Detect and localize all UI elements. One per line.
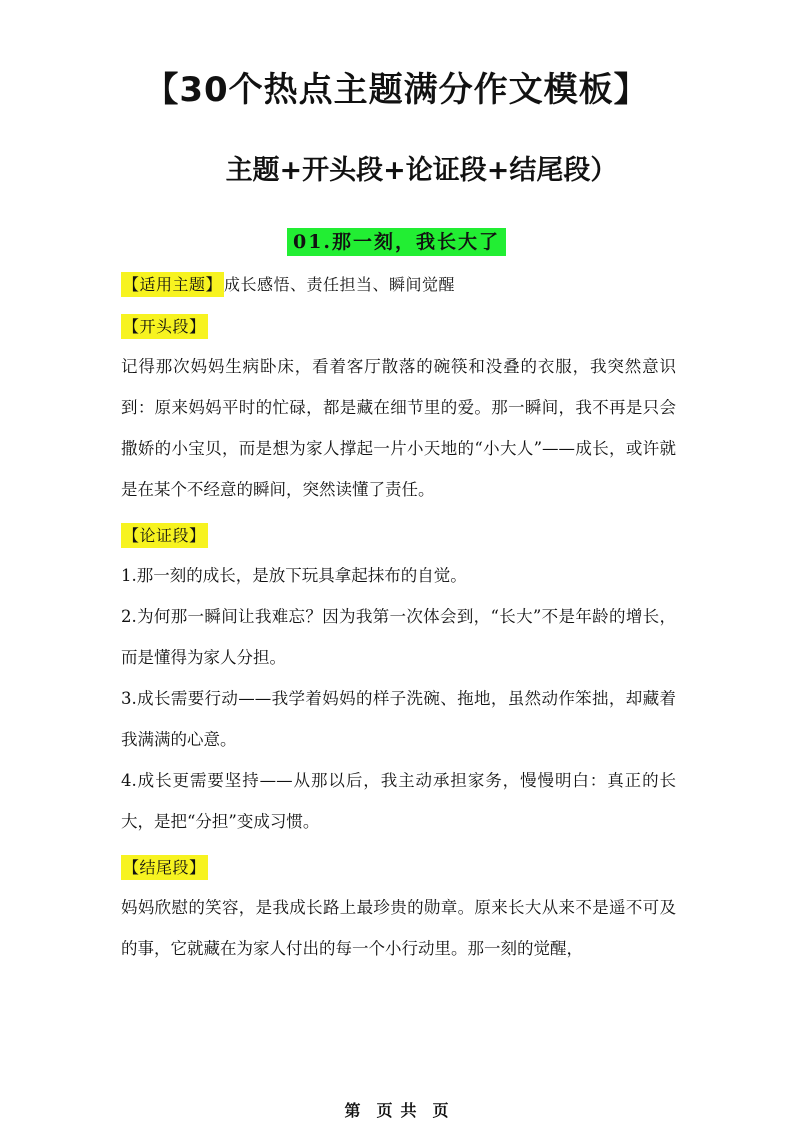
argument-points bbox=[121, 555, 676, 842]
closing-label-line bbox=[121, 855, 208, 878]
argument-label-line bbox=[121, 523, 208, 546]
applicable-theme-label: 【适用主题】 bbox=[121, 272, 224, 297]
footer-ye: 页 bbox=[376, 1101, 393, 1120]
closing-label: 【结尾段】 bbox=[121, 855, 208, 880]
document-title: 【30个热点主题满分作文模板】 bbox=[144, 70, 649, 110]
footer-ye-end: 页 bbox=[432, 1101, 449, 1120]
page-footer bbox=[0, 1098, 793, 1121]
closing-paragraph-block bbox=[121, 887, 676, 969]
section-heading bbox=[0, 227, 793, 254]
opening-paragraph-block bbox=[121, 346, 676, 510]
opening-paragraph: 记得那次妈妈生病卧床，看着客厅散落的碗筷和没叠的衣服，我突然意识到：原来妈妈平时的忙碌，都是藏在细节里的爱。那一瞬间，我不再是只会撒娇的小宝贝，而是想为家人撑起一片小天地的“小大人”——成长，或许就是在某个不经意的瞬间，突然读懂了责任。 bbox=[121, 357, 676, 499]
footer-gong: 共 bbox=[400, 1101, 417, 1120]
opening-label-line bbox=[121, 314, 208, 337]
applicable-theme-line bbox=[121, 272, 455, 295]
opening-label: 【开头段】 bbox=[121, 314, 208, 339]
applicable-theme-text: 成长感悟、责任担当、瞬间觉醒 bbox=[224, 275, 456, 294]
footer-di: 第 bbox=[344, 1101, 361, 1120]
argument-label: 【论证段】 bbox=[121, 523, 208, 548]
argument-point: 4.成长更需要坚持——从那以后，我主动承担家务，慢慢明白：真正的长大，是把“分担”变成习惯。 bbox=[121, 771, 676, 831]
argument-point: 1.那一刻的成长，是放下玩具拿起抹布的自觉。 bbox=[121, 566, 467, 585]
document-subtitle: 主题+开头段+论证段+结尾段） bbox=[225, 155, 618, 186]
closing-paragraph: 妈妈欣慰的笑容，是我成长路上最珍贵的勋章。原来长大从来不是遥不可及的事，它就藏在为家人付出的每一个小行动里。那一刻的觉醒， bbox=[121, 898, 676, 958]
argument-point: 2.为何那一瞬间让我难忘？因为我第一次体会到，“长大”不是年龄的增长，而是懂得为家人分担。 bbox=[121, 607, 676, 667]
argument-point: 3.成长需要行动——我学着妈妈的样子洗碗、拖地，虽然动作笨拙，却藏着我满满的心意。 bbox=[121, 689, 676, 749]
section-title: 01.那一刻，我长大了 bbox=[287, 228, 506, 256]
